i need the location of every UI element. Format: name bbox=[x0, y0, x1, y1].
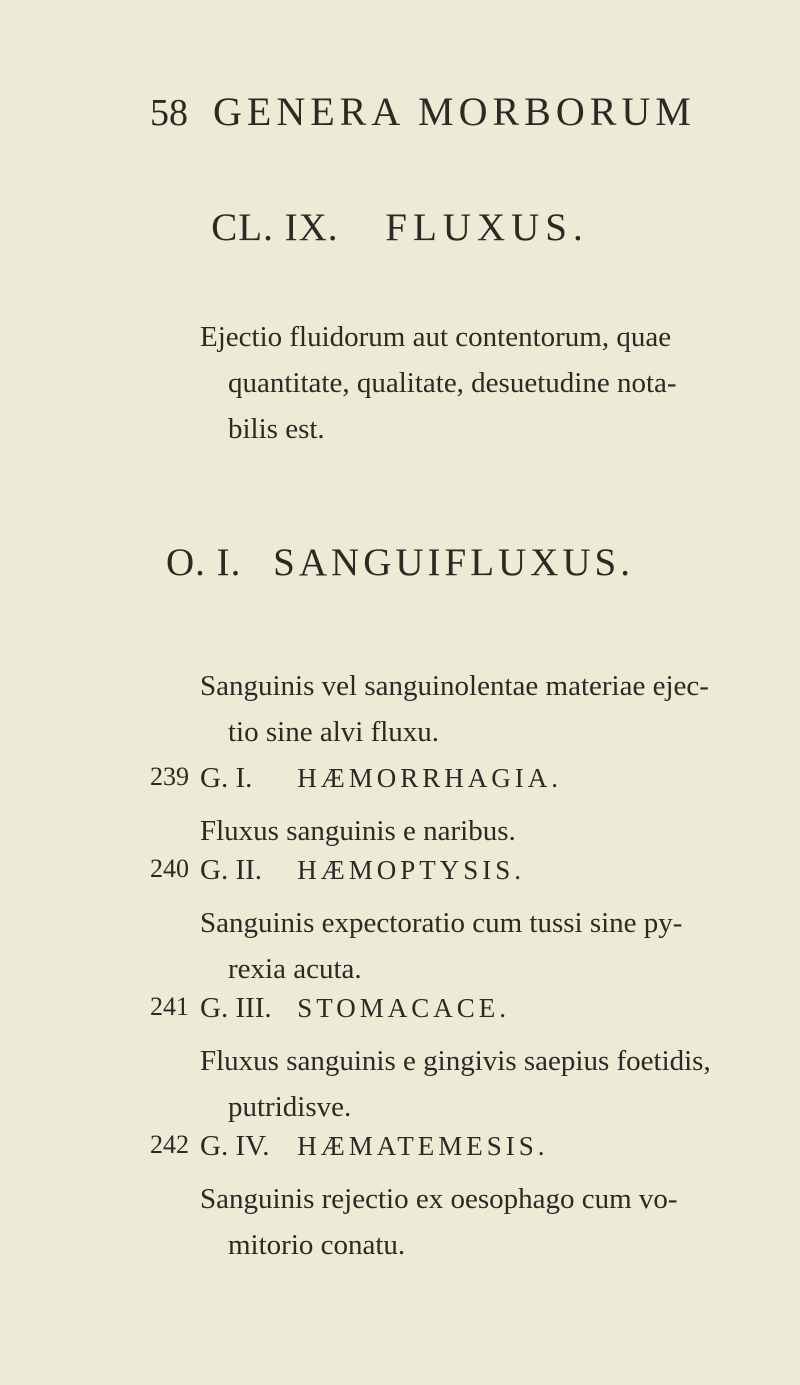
class-definition-line: quantitate, qualitate, desuetudine nota- bbox=[228, 367, 677, 399]
class-definition-line: Ejectio fluidorum aut contentorum, quae bbox=[200, 321, 672, 353]
class-name: FLUXUS. bbox=[385, 206, 589, 249]
genus-definition-line: rexia acuta. bbox=[228, 953, 362, 985]
genus-definition bbox=[200, 900, 780, 992]
class-definition bbox=[200, 314, 770, 452]
genus-definition bbox=[200, 808, 780, 854]
genus-definition bbox=[200, 1038, 780, 1130]
order-definition-line: tio sine alvi fluxu. bbox=[228, 716, 440, 748]
order-label: O. I. bbox=[166, 541, 242, 584]
genus-number: 240 bbox=[150, 854, 189, 883]
genus-definition-line: putridisve. bbox=[228, 1091, 352, 1123]
genus-definition-line: mitorio conatu. bbox=[228, 1229, 406, 1261]
order-heading bbox=[0, 540, 800, 585]
genus-label: G. II. bbox=[200, 854, 263, 886]
genus-definition bbox=[200, 1176, 780, 1268]
order-name: SANGUIFLUXUS. bbox=[273, 541, 634, 584]
genus-name: HÆMATEMESIS. bbox=[297, 1131, 549, 1161]
genus-heading bbox=[200, 854, 525, 887]
genus-definition-line: Sanguinis rejectio ex oesophago cum vo- bbox=[200, 1183, 678, 1215]
genus-definition-line: Fluxus sanguinis e gingivis saepius foetidis, bbox=[200, 1045, 711, 1077]
class-heading bbox=[0, 205, 800, 250]
class-definition-line: bilis est. bbox=[228, 413, 325, 445]
genus-heading bbox=[200, 992, 510, 1025]
genus-number: 242 bbox=[150, 1130, 189, 1159]
class-label: CL. IX. bbox=[211, 206, 339, 249]
genus-number: 241 bbox=[150, 992, 189, 1021]
genus-heading bbox=[200, 762, 562, 795]
genus-label: G. III. bbox=[200, 992, 272, 1024]
genus-name: STOMACACE. bbox=[297, 993, 511, 1023]
genus-name: HÆMOPTYSIS. bbox=[297, 855, 526, 885]
genus-heading bbox=[200, 1130, 549, 1163]
running-title: GENERA MORBORUM bbox=[213, 89, 696, 134]
page-number: 58 bbox=[150, 92, 188, 134]
order-definition bbox=[200, 663, 770, 755]
order-definition-line: Sanguinis vel sanguinolentae materiae ejec- bbox=[200, 670, 709, 702]
genus-number: 239 bbox=[150, 762, 189, 791]
genus-label: G. I. bbox=[200, 762, 253, 794]
running-header bbox=[150, 88, 696, 135]
genus-label: G. IV. bbox=[200, 1130, 270, 1162]
genus-definition-line: Sanguinis expectoratio cum tussi sine py- bbox=[200, 907, 683, 939]
genus-name: HÆMORRHAGIA. bbox=[297, 763, 563, 793]
genus-definition-line: Fluxus sanguinis e naribus. bbox=[200, 815, 516, 847]
